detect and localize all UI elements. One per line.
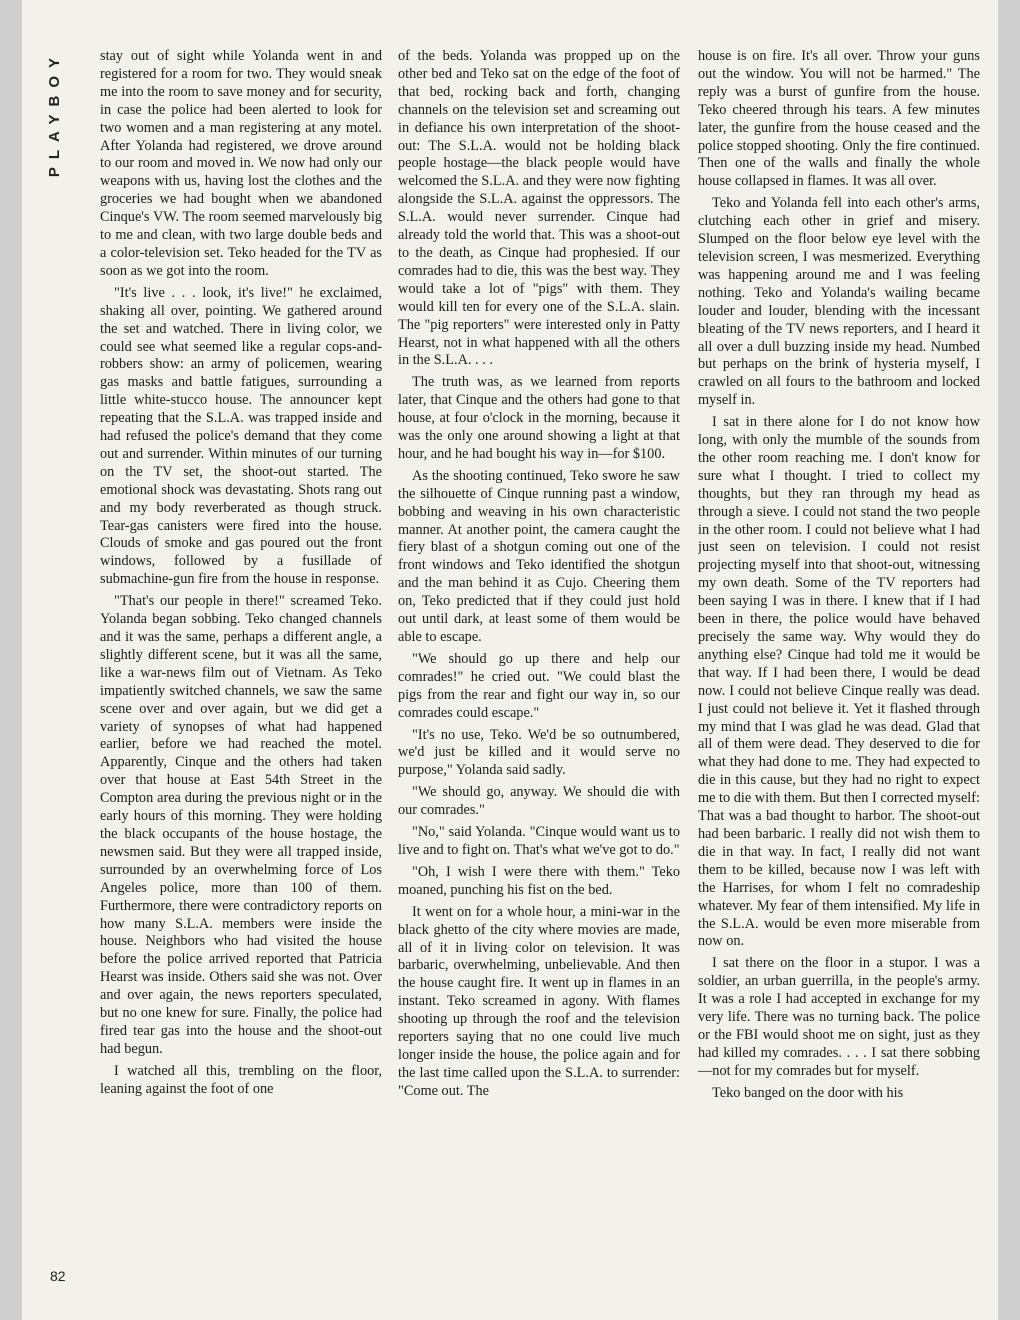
paragraph: "We should go, anyway. We should die with our comrades.": [398, 784, 680, 819]
paragraph: Teko banged on the door with his: [712, 1084, 904, 1101]
text-column-2: [398, 48, 680, 1288]
paragraph: "We should go up there and help our comrades!" he cried out. "We could blast the pigs from the rear and fight our way in, so our comrades could escape.": [398, 650, 680, 721]
paragraph: Teko and Yolanda fell into each other's arms, clutching each other in grief and misery. Slumped on the floor below eye level with the television screen, I was mesmerized. Everything was happening around me and I was feeling nothing. Teko and Yolanda's wailing became louder and louder, blending with the incessant bleating of the TV news reporters, and I heard it all over a dull buzzing inside my head. Numbed but perhaps on the brink of hysteria myself, I crawled on all fours to the bathroom and locked myself in.: [698, 195, 980, 409]
magazine-page: [22, 0, 998, 1320]
paragraph: "That's our people in there!" screamed Teko. Yolanda began sobbing. Teko changed channels and it was the same, perhaps a different angle, a slightly different scene, but it was all the same, like a war-news film out of Vietnam. As Teko impatiently switched channels, we saw the same scene over and over again, but we did get a variety of synopses of what had happened earlier, before we had reached the motel. Apparently, Cinque and the others had taken over that house at East 54th Street in the Compton area during the previous night or in the early hours of this morning. They were holding the black occupants of the house hostage, the newsmen said. But they were all trapped inside, surrounded by an overwhelming force of Los Angeles police, more than 100 of them. Furthermore, there were contradictory reports on how many S.L.A. members were inside the house. Neighbors who had visited the house before the police arrived reported that Patricia Hearst was inside. Others said she was not. Over and over again, the news reporters speculated, but no one knew for sure. Finally, the police had fired tear gas into the house and the shoot-out had begun.: [100, 593, 382, 1057]
paragraph: of the beds. Yolanda was propped up on the other bed and Teko sat on the edge of the foot of that bed, rocking back and forth, changing channels on the television set and screaming out in defiance his own interpretation of the shoot-out: The S.L.A. would not be holding black people hostage—the black people would have welcomed the S.L.A. and they were now fighting alongside the S.L.A. against the oppressors. The S.L.A. would never surrender. Cinque had already told the world that. This was a shoot-out to the death, as Cinque had prophesied. If our comrades had to die, this was the best way. They would take a lot of "pigs" with them. They would kill ten for every one of the S.L.A. slain. The "pig reporters" were interested only in Patty Hearst, not in what happened with all the others in the S.L.A. . . .: [398, 48, 680, 369]
paragraph: I sat in there alone for I do not know how long, with only the mumble of the sounds from the other room reaching me. I don't know for sure what I thought. I tried to collect my thoughts, but they ran through my head as through a sieve. I could not stand the two people in the other room. I could not believe what I had just seen on television. I could not resist projecting myself into that shoot-out, witnessing my own death. Some of the TV reporters had been saying I was in there. I knew that if I had been in there, the police would have behaved precisely the same way. Why would they do anything else? Cinque had told me it would be that way. If I had been there, I would be dead now. I could not believe Cinque really was dead. I just could not believe it. Yet it flashed through my mind that I was glad he was dead. Glad that all of them were dead. They deserved to die for what they had done to me. They had expected to die in this cause, but they had no right to expect me to die with them. But then I corrected myself: That was a bad thought to harbor. The shoot-out had been barbaric. I really did not wish them to die in that way. In fact, I really did not want them to be killed, because now I was left with the Harrises, for whom I felt no comradeship whatever. My fear of them intensified. My life in the S.L.A. would be even more miserable from now on.: [698, 414, 980, 950]
paragraph: I sat there on the floor in a stupor. I was a soldier, an urban guerrilla, in the people's army. It was a role I had accepted in exchange for my very life. There was no turning back. The police or the FBI would shoot me on sight, just as they had killed my comrades. . . . I sat there sobbing—not for my comrades but for myself.: [698, 955, 980, 1079]
paragraph: It went on for a whole hour, a mini-war in the black ghetto of the city where movies are made, all of it in living color on television. It was barbaric, overwhelming, unbelievable. And then the house caught fire. It went up in flames in an instant. Teko screamed in agony. With flames shooting up through the roof and the television reporters saying that no one could live much longer inside the house, the police again and for the last time called upon the S.L.A. to surrender: "Come out. The: [398, 903, 680, 1099]
text-column-1: [100, 48, 382, 1288]
paragraph: "Oh, I wish I were there with them." Teko moaned, punching his fist on the bed.: [398, 863, 680, 898]
paragraph: I watched all this, trembling on the floor, leaning against the foot of one: [100, 1062, 382, 1097]
paragraph: "It's live . . . look, it's live!" he exclaimed, shaking all over, pointing. We gathered around the set and watched. There in living color, we could see what seemed like a regular cops-and-robbers show: an army of policemen, wearing gas masks and battle fatigues, surrounding a little white-stucco house. The announcer kept repeating that the S.L.A. was trapped inside and had refused the police's demand that they come out and surrender. Within minutes of our turning on the TV set, the shoot-out started. The emotional shock was devastating. Shots rang out and my body reverberated as though struck. Tear-gas canisters were fired into the house. Clouds of smoke and gas poured out the front windows, followed by a fusillade of submachine-gun fire from the house in response.: [100, 284, 382, 588]
paragraph: As the shooting continued, Teko swore he saw the silhouette of Cinque running past a window, bobbing and weaving in his own characteristic manner. At another point, the camera caught the fiery blast of a shotgun coming out one of the front windows and Teko identified the shotgun and the man behind it as Cujo. Cheering them on, Teko predicted that if they could just hold out until dark, at least some of them would be able to escape.: [398, 467, 680, 645]
paragraph: The truth was, as we learned from reports later, that Cinque and the others had gone to that house, at four o'clock in the morning, because it was the only one around showing a light at that hour, and he had bought his way in—for $100.: [398, 374, 680, 462]
paragraph: stay out of sight while Yolanda went in and registered for a room for two. They would sneak me into the room to save money and for security, in case the police had been alerted to look for two women and a man registering at any motel. After Yolanda had registered, we drove around to our room and moved in. We now had only our weapons with us, having lost the clothes and the groceries we had bought when we abandoned Cinque's VW. The room seemed marvelously big to me and clean, with two large double beds and a color-television set. Teko headed for the TV as soon as we got into the room.: [100, 48, 382, 279]
paragraph: house is on fire. It's all over. Throw your guns out the window. You will not be harmed." The reply was a burst of gunfire from the house. Teko cheered through his tears. A few minutes later, the gunfire from the house ceased and the police stopped shooting. Only the fire continued. Then one of the walls and finally the whole house collapsed in flames. It was all over.: [698, 48, 980, 190]
magazine-side-label: PLAYBOY: [46, 50, 63, 178]
paragraph: "No," said Yolanda. "Cinque would want us to live and to fight on. That's what we've got to do.": [398, 824, 680, 858]
text-column-3: [698, 48, 980, 1288]
page-number: 82: [50, 1268, 66, 1284]
paragraph: "It's no use, Teko. We'd be so outnumbered, we'd just be killed and it would serve no purpose," Yolanda said sadly.: [398, 726, 680, 779]
